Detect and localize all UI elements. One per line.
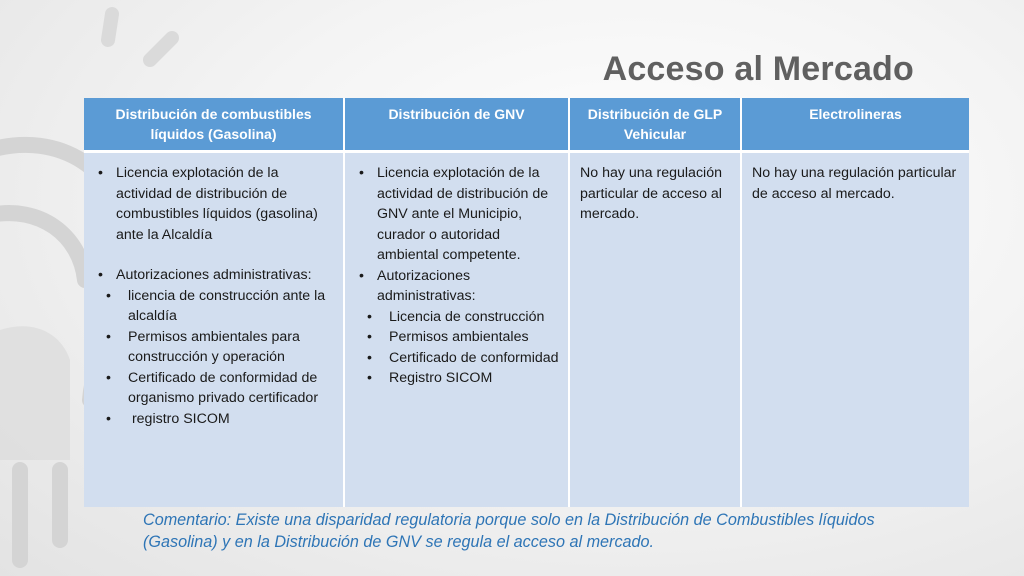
list-item-label: Autorizaciones administrativas: [116, 267, 312, 283]
sub-list-item: • Permisos ambientales [351, 327, 562, 348]
header-gasolina: Distribución de combustibles líquidos (Gasolina) [84, 98, 344, 152]
header-electrolineras: Electrolineras [741, 98, 969, 152]
sub-list-item: • registro SICOM [90, 409, 337, 430]
list-item-label: Autorizaciones administrativas: [377, 267, 476, 304]
sub-list-item: • licencia de construcción ante la alcaldía [90, 286, 337, 327]
sub-list-item: • Certificado de conformidad de organismo privado certificador [90, 368, 337, 409]
gnv-list [351, 163, 562, 389]
cell-electrolineras [741, 152, 969, 507]
gasolina-list [90, 163, 337, 429]
cell-glp [569, 152, 741, 507]
gnv-sublist [351, 307, 562, 389]
list-item [90, 265, 337, 429]
market-access-table [84, 98, 969, 507]
cell-gnv [344, 152, 569, 507]
sub-list-item: • Licencia de construcción [351, 307, 562, 328]
sub-list-item: • Registro SICOM [351, 368, 562, 389]
sub-list-item: • Certificado de conformidad [351, 348, 562, 369]
header-gnv: Distribución de GNV [344, 98, 569, 152]
table-row [84, 152, 969, 507]
slide-comment: Comentario: Existe una disparidad regulatoria porque solo en la Distribución de Combustibles líquidos (Gasolina) y en la Distribución de GNV se regula el acceso al mercado. [143, 511, 875, 551]
glp-text: No hay una regulación particular de acceso al mercado. [580, 165, 722, 222]
slide-title: Acceso al Mercado [602, 50, 914, 88]
table-header-row [84, 98, 969, 152]
list-item [351, 266, 562, 389]
electrolineras-text: No hay una regulación particular de acceso al mercado. [752, 165, 957, 202]
sub-list-item: • Permisos ambientales para construcción y operación [90, 327, 337, 368]
list-item: • Licencia explotación de la actividad de distribución de combustibles líquidos (gasolina) ante la Alcaldía [90, 163, 337, 245]
gasolina-sublist [90, 286, 337, 430]
cell-gasolina [84, 152, 344, 507]
list-item: • Licencia explotación de la actividad de distribución de GNV ante el Municipio, curador o autoridad ambiental competente. [351, 163, 562, 266]
header-glp: Distribución de GLP Vehicular [569, 98, 741, 152]
